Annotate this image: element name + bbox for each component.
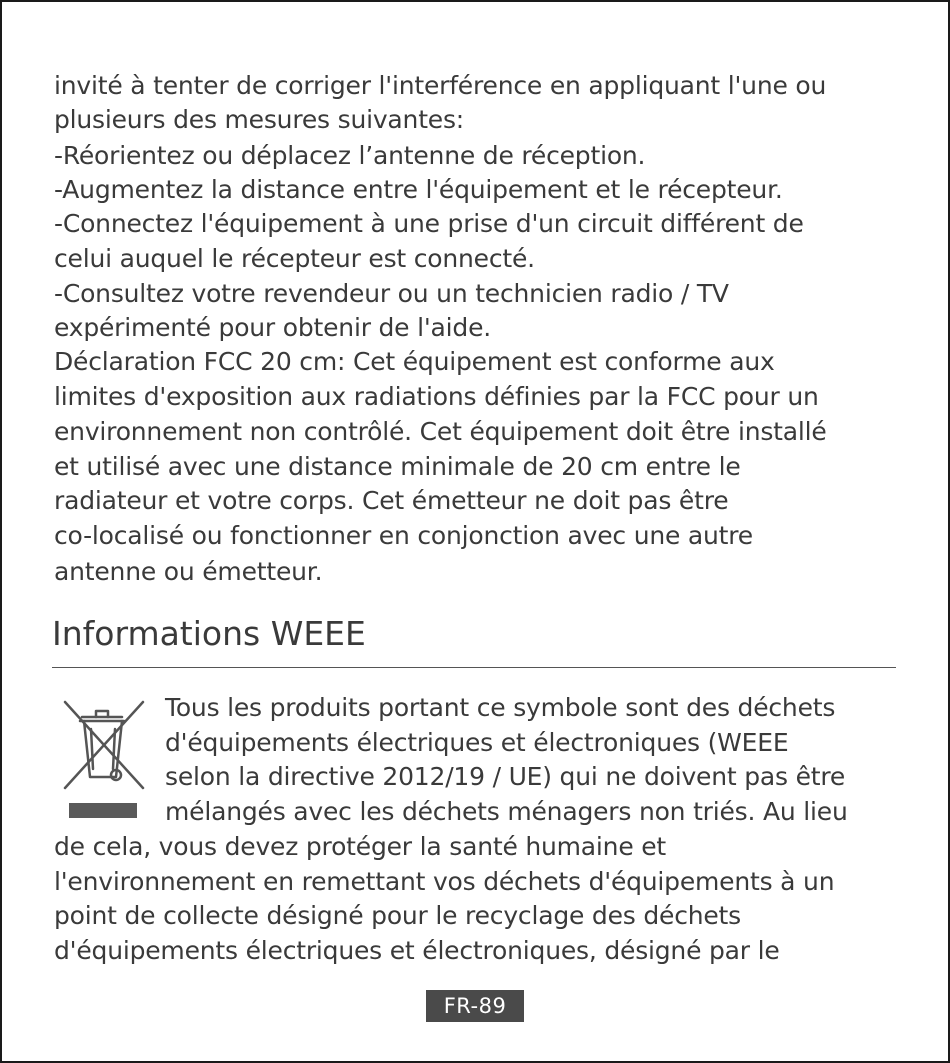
- body-line: -Connectez l'équipement à une prise d'un circuit différent de: [54, 209, 804, 238]
- weee-line: selon la directive 2012/19 / UE) qui ne doivent pas être: [165, 762, 846, 791]
- page-number-badge: FR-89: [426, 990, 524, 1022]
- body-line: -Réorientez ou déplacez l’antenne de réception.: [54, 141, 646, 170]
- weee-line: d'équipements électriques et électroniques (WEEE: [165, 728, 789, 757]
- weee-line: d'équipements électriques et électroniques, désigné par le: [54, 936, 780, 965]
- crossed-out-wheeled-bin-icon: [60, 697, 148, 821]
- body-line: co-localisé ou fonctionner en conjonction avec une autre: [54, 521, 753, 550]
- body-line: -Augmentez la distance entre l'équipement et le récepteur.: [54, 175, 783, 204]
- weee-line: mélangés avec les déchets ménagers non triés. Au lieu: [165, 797, 848, 826]
- weee-heading: Informations WEEE: [52, 614, 366, 653]
- body-line: -Consultez votre revendeur ou un technicien radio / TV: [54, 279, 729, 308]
- body-line: antenne ou émetteur.: [54, 557, 323, 586]
- body-line: expérimenté pour obtenir de l'aide.: [54, 313, 491, 342]
- heading-divider: [52, 667, 896, 668]
- body-line: Déclaration FCC 20 cm: Cet équipement est conforme aux: [54, 347, 775, 376]
- body-line: invité à tenter de corriger l'interférence en appliquant l'une ou: [54, 71, 827, 100]
- weee-line: l'environnement en remettant vos déchets d'équipements à un: [54, 867, 835, 896]
- body-line: plusieurs des mesures suivantes:: [54, 105, 465, 134]
- weee-line: de cela, vous devez protéger la santé humaine et: [54, 832, 667, 861]
- body-line: environnement non contrôlé. Cet équipement doit être installé: [54, 417, 827, 446]
- body-line: celui auquel le récepteur est connecté.: [54, 244, 535, 273]
- body-line: radiateur et votre corps. Cet émetteur ne doit pas être: [54, 486, 729, 515]
- weee-line: point de collecte désigné pour le recyclage des déchets: [54, 901, 741, 930]
- body-line: limites d'exposition aux radiations définies par la FCC pour un: [54, 382, 819, 411]
- body-line: et utilisé avec une distance minimale de 20 cm entre le: [54, 452, 741, 481]
- weee-line: Tous les produits portant ce symbole sont des déchets: [165, 693, 836, 722]
